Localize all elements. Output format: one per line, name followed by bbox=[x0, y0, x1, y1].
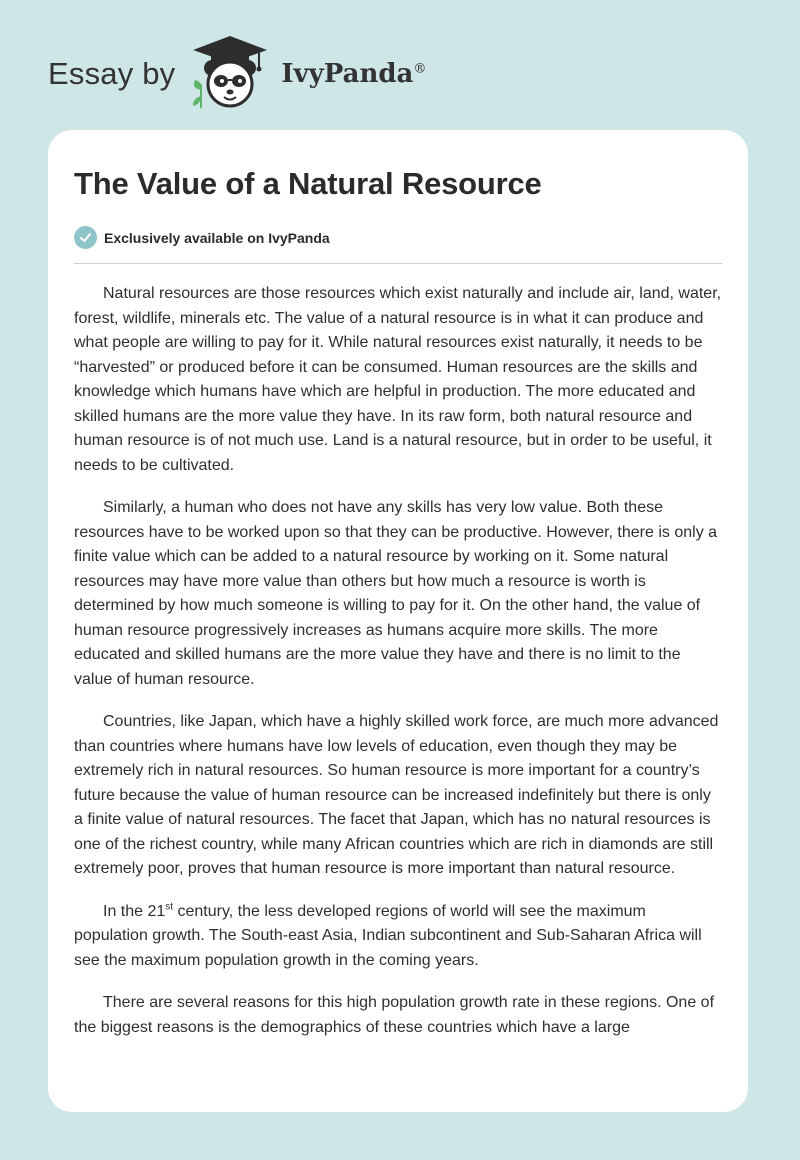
exclusive-badge bbox=[74, 226, 722, 249]
site-header bbox=[48, 34, 426, 114]
check-circle-icon bbox=[74, 226, 97, 249]
divider bbox=[74, 263, 722, 264]
essay-by-label: Essay by bbox=[48, 56, 176, 91]
badge-text: Exclusively available on IvyPanda bbox=[104, 229, 330, 246]
paragraph: Natural resources are those resources which exist naturally and include air, land, water, forest, wildlife, minerals etc. The value of a natural resource is in what it can produce and what people are willing to pay for it. While natural resources exist naturally, it needs to be “harvested” or produced before it can be consumed. Human resources are the skills and knowledge which humans have which are helpful in production. The more educated and skilled humans are the more value they have. In its raw form, both natural resource and human resource is of not much use. Land is a natural resource, but in order to be useful, it needs to be cultivated. bbox=[74, 285, 722, 474]
paragraph: Countries, like Japan, which have a highly skilled work force, are much more advanced than countries where humans have low levels of education, even though they may be extremely rich in natural resources. So human resource is more important for a country’s future because the value of human resource can be increased indefinitely but there is only a finite value of natural resources. The facet that Japan, which has no natural resources is one of the richest country, while many African countries which are rich in diamonds are still extremely poor, proves that human resource is more important than natural resource. bbox=[74, 713, 719, 877]
paragraph: In the 21st century, the less developed regions of world will see the maximum population growth. The South-east Asia, Indian subcontinent and Sub-Saharan Africa will see the maximum population growth in the coming years. bbox=[74, 901, 702, 969]
essay-card bbox=[48, 130, 748, 1112]
panda-graduate-icon[interactable] bbox=[189, 32, 271, 117]
paragraph: There are several reasons for this high population growth rate in these regions. One of the biggest reasons is the demographics of these countries which have a large bbox=[74, 994, 715, 1036]
page-title: The Value of a Natural Resource bbox=[74, 166, 542, 201]
paragraph: Similarly, a human who does not have any skills has very low value. Both these resources have to be worked upon so that they can be productive. However, there is only a finite value which can be added to a natural resource by working on it. Some natural resources may have more value than others but how much a resource is worth is determined by how much someone is willing to pay for it. On the other hand, the value of human resource progressively increases as humans acquire more skills. The more educated and skilled humans are the more value they have and there is no limit to the value of human resource. bbox=[74, 499, 718, 688]
essay-body bbox=[74, 282, 722, 1040]
brand-name[interactable]: IvyPanda® bbox=[281, 59, 427, 89]
